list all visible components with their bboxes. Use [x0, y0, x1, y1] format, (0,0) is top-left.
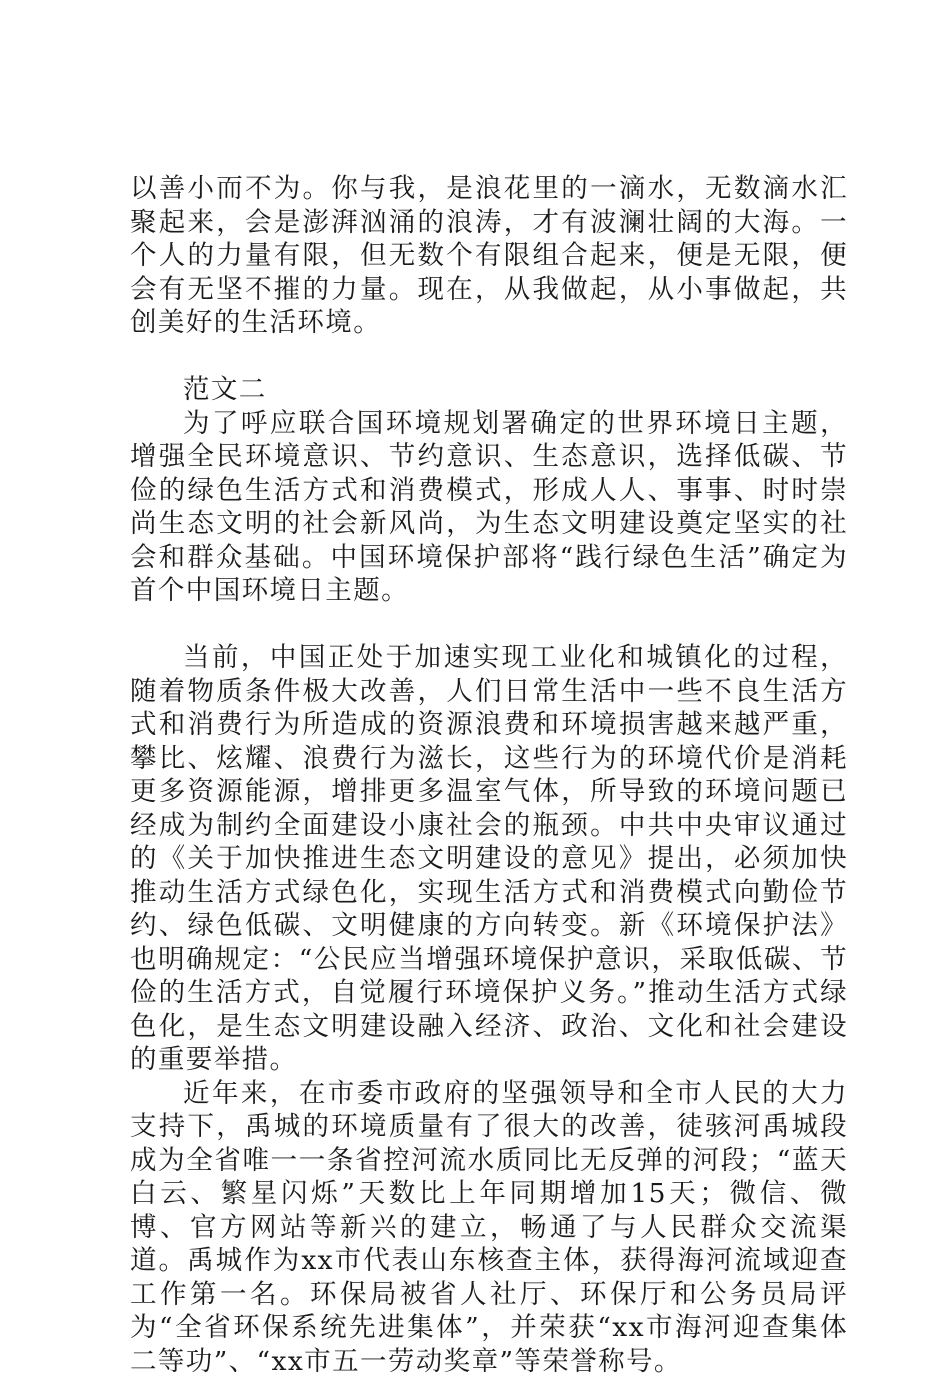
document-body: [130, 172, 848, 1378]
paragraph-current-situation: 当前，中国正处于加速实现工业化和城镇化的过程，随着物质条件极大改善，人们日常生活中一些不良生活方式和消费行为所造成的资源浪费和环境损害越来越严重，攀比、炫耀、浪费行为滋长，这些行为的环境代价是消耗更多资源能源，增排更多温室气体，所导致的环境问题已经成为制约全面建设小康社会的瓶颈。中共中央审议通过的《关于加快推进生态文明建设的意见》提出，必须加快推动生活方式绿色化，实现生活方式和消费模式向勤俭节约、绿色低碳、文明健康的方向转变。新《环境保护法》也明确规定：“公民应当增强环境保护意识，采取低碳、节俭的生活方式，自觉履行环境保护义务。”推动生活方式绿色化，是生态文明建设融入经济、政治、文化和社会建设的重要举措。: [130, 641, 848, 1077]
paragraph-intro-fanwen-two: 为了呼应联合国环境规划署确定的世界环境日主题，增强全民环境意识、节约意识、生态意识，选择低碳、节俭的绿色生活方式和消费模式，形成人人、事事、时时崇尚生态文明的社会新风尚，为生态文明建设奠定坚实的社会和群众基础。中国环境保护部将“践行绿色生活”确定为首个中国环境日主题。: [130, 407, 848, 608]
paragraph-closing-fanwen-one: 以善小而不为。你与我，是浪花里的一滴水，无数滴水汇聚起来，会是澎湃汹涌的浪涛，才有波澜壮阔的大海。一个人的力量有限，但无数个有限组合起来，便是无限，便会有无坚不摧的力量。现在，从我做起，从小事做起，共创美好的生活环境。: [130, 172, 848, 340]
section-heading-fanwen-two: 范文二: [130, 373, 848, 407]
paragraph-recent-years: 近年来，在市委市政府的坚强领导和全市人民的大力支持下，禹城的环境质量有了很大的改善，徒骇河禹城段成为全省唯一一条省控河流水质同比无反弹的河段；“蓝天白云、繁星闪烁”天数比上年同期增加15天；微信、微博、官方网站等新兴的建立，畅通了与人民群众交流渠道。禹城作为xx市代表山东核查主体，获得海河流域迎查工作第一名。环保局被省人社厅、环保厅和公务员局评为“全省环保系统先进集体”，并荣获“xx市海河迎查集体二等功”、“xx市五一劳动奖章”等荣誉称号。: [130, 1077, 848, 1378]
